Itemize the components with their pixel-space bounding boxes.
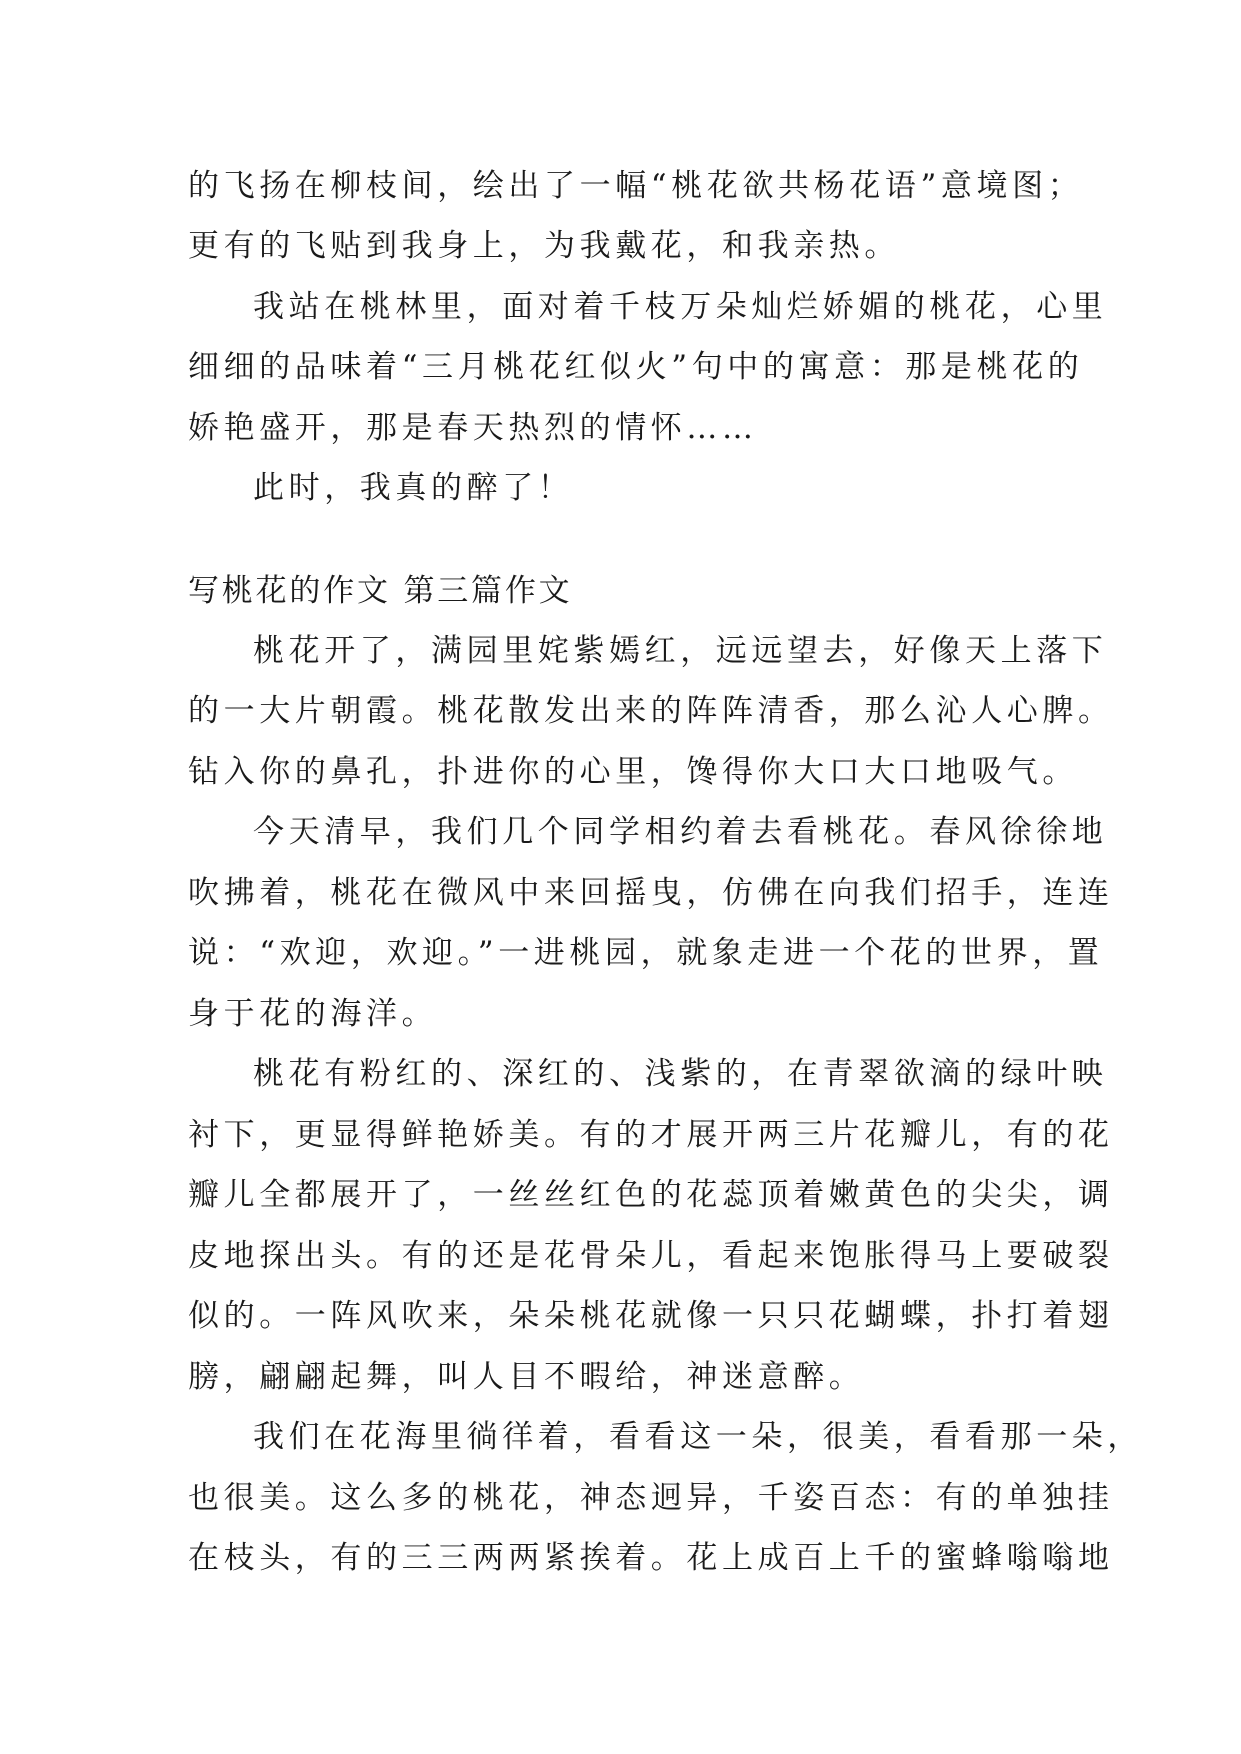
paragraph-line: 细细的品味着“三月桃花红似火”句中的寓意：那是桃花的	[188, 349, 1084, 385]
paragraph-line: 在枝头，有的三三两两紧挨着。花上成百上千的蜜蜂嗡嗡地	[188, 1540, 1114, 1576]
paragraph-line: 也很美。这么多的桃花，神态迥异，千姿百态：有的单独挂	[188, 1480, 1114, 1516]
paragraph-line: 说：“欢迎，欢迎。”一进桃园，就象走进一个花的世界，置	[188, 935, 1104, 971]
paragraph-line: 我站在桃林里，面对着千枝万朵灿烂娇媚的桃花，心里	[253, 289, 1108, 325]
paragraph-line: 衬下，更显得鲜艳娇美。有的才展开两三片花瓣儿，有的花	[188, 1117, 1114, 1153]
paragraph-line: 今天清早，我们几个同学相约着去看桃花。春风徐徐地	[253, 814, 1108, 850]
paragraph-line: 身于花的海洋。	[188, 996, 438, 1032]
section-title: 写桃花的作文 第三篇作文	[188, 573, 573, 609]
paragraph-line: 此时，我真的醉了！	[253, 470, 574, 506]
paragraph-line: 瓣儿全都展开了，一丝丝红色的花蕊顶着嫩黄色的尖尖，调	[188, 1177, 1114, 1213]
paragraph-line: 吹拂着，桃花在微风中来回摇曳，仿佛在向我们招手，连连	[188, 875, 1114, 911]
paragraph-line: 桃花开了，满园里姹紫嫣红，远远望去，好像天上落下	[253, 633, 1108, 669]
paragraph-line: 膀，翩翩起舞，叫人目不暇给，神迷意醉。	[188, 1359, 865, 1395]
paragraph-line: 钻入你的鼻孔，扑进你的心里，馋得你大口大口地吸气。	[188, 754, 1078, 790]
paragraph-line: 桃花有粉红的、深红的、浅紫的，在青翠欲滴的绿叶映	[253, 1056, 1108, 1092]
paragraph-line: 我们在花海里徜徉着，看看这一朵，很美，看看那一朵，	[253, 1419, 1143, 1455]
paragraph-line: 更有的飞贴到我身上，为我戴花，和我亲热。	[188, 228, 900, 264]
paragraph-line: 的飞扬在柳枝间，绘出了一幅“桃花欲共杨花语”意境图；	[188, 168, 1084, 204]
paragraph-line: 娇艳盛开，那是春天热烈的情怀……	[188, 410, 758, 446]
paragraph-line: 皮地探出头。有的还是花骨朵儿，看起来饱胀得马上要破裂	[188, 1238, 1114, 1274]
paragraph-line: 的一大片朝霞。桃花散发出来的阵阵清香，那么沁人心脾。	[188, 693, 1114, 729]
paragraph-line: 似的。一阵风吹来，朵朵桃花就像一只只花蝴蝶，扑打着翅	[188, 1298, 1114, 1334]
